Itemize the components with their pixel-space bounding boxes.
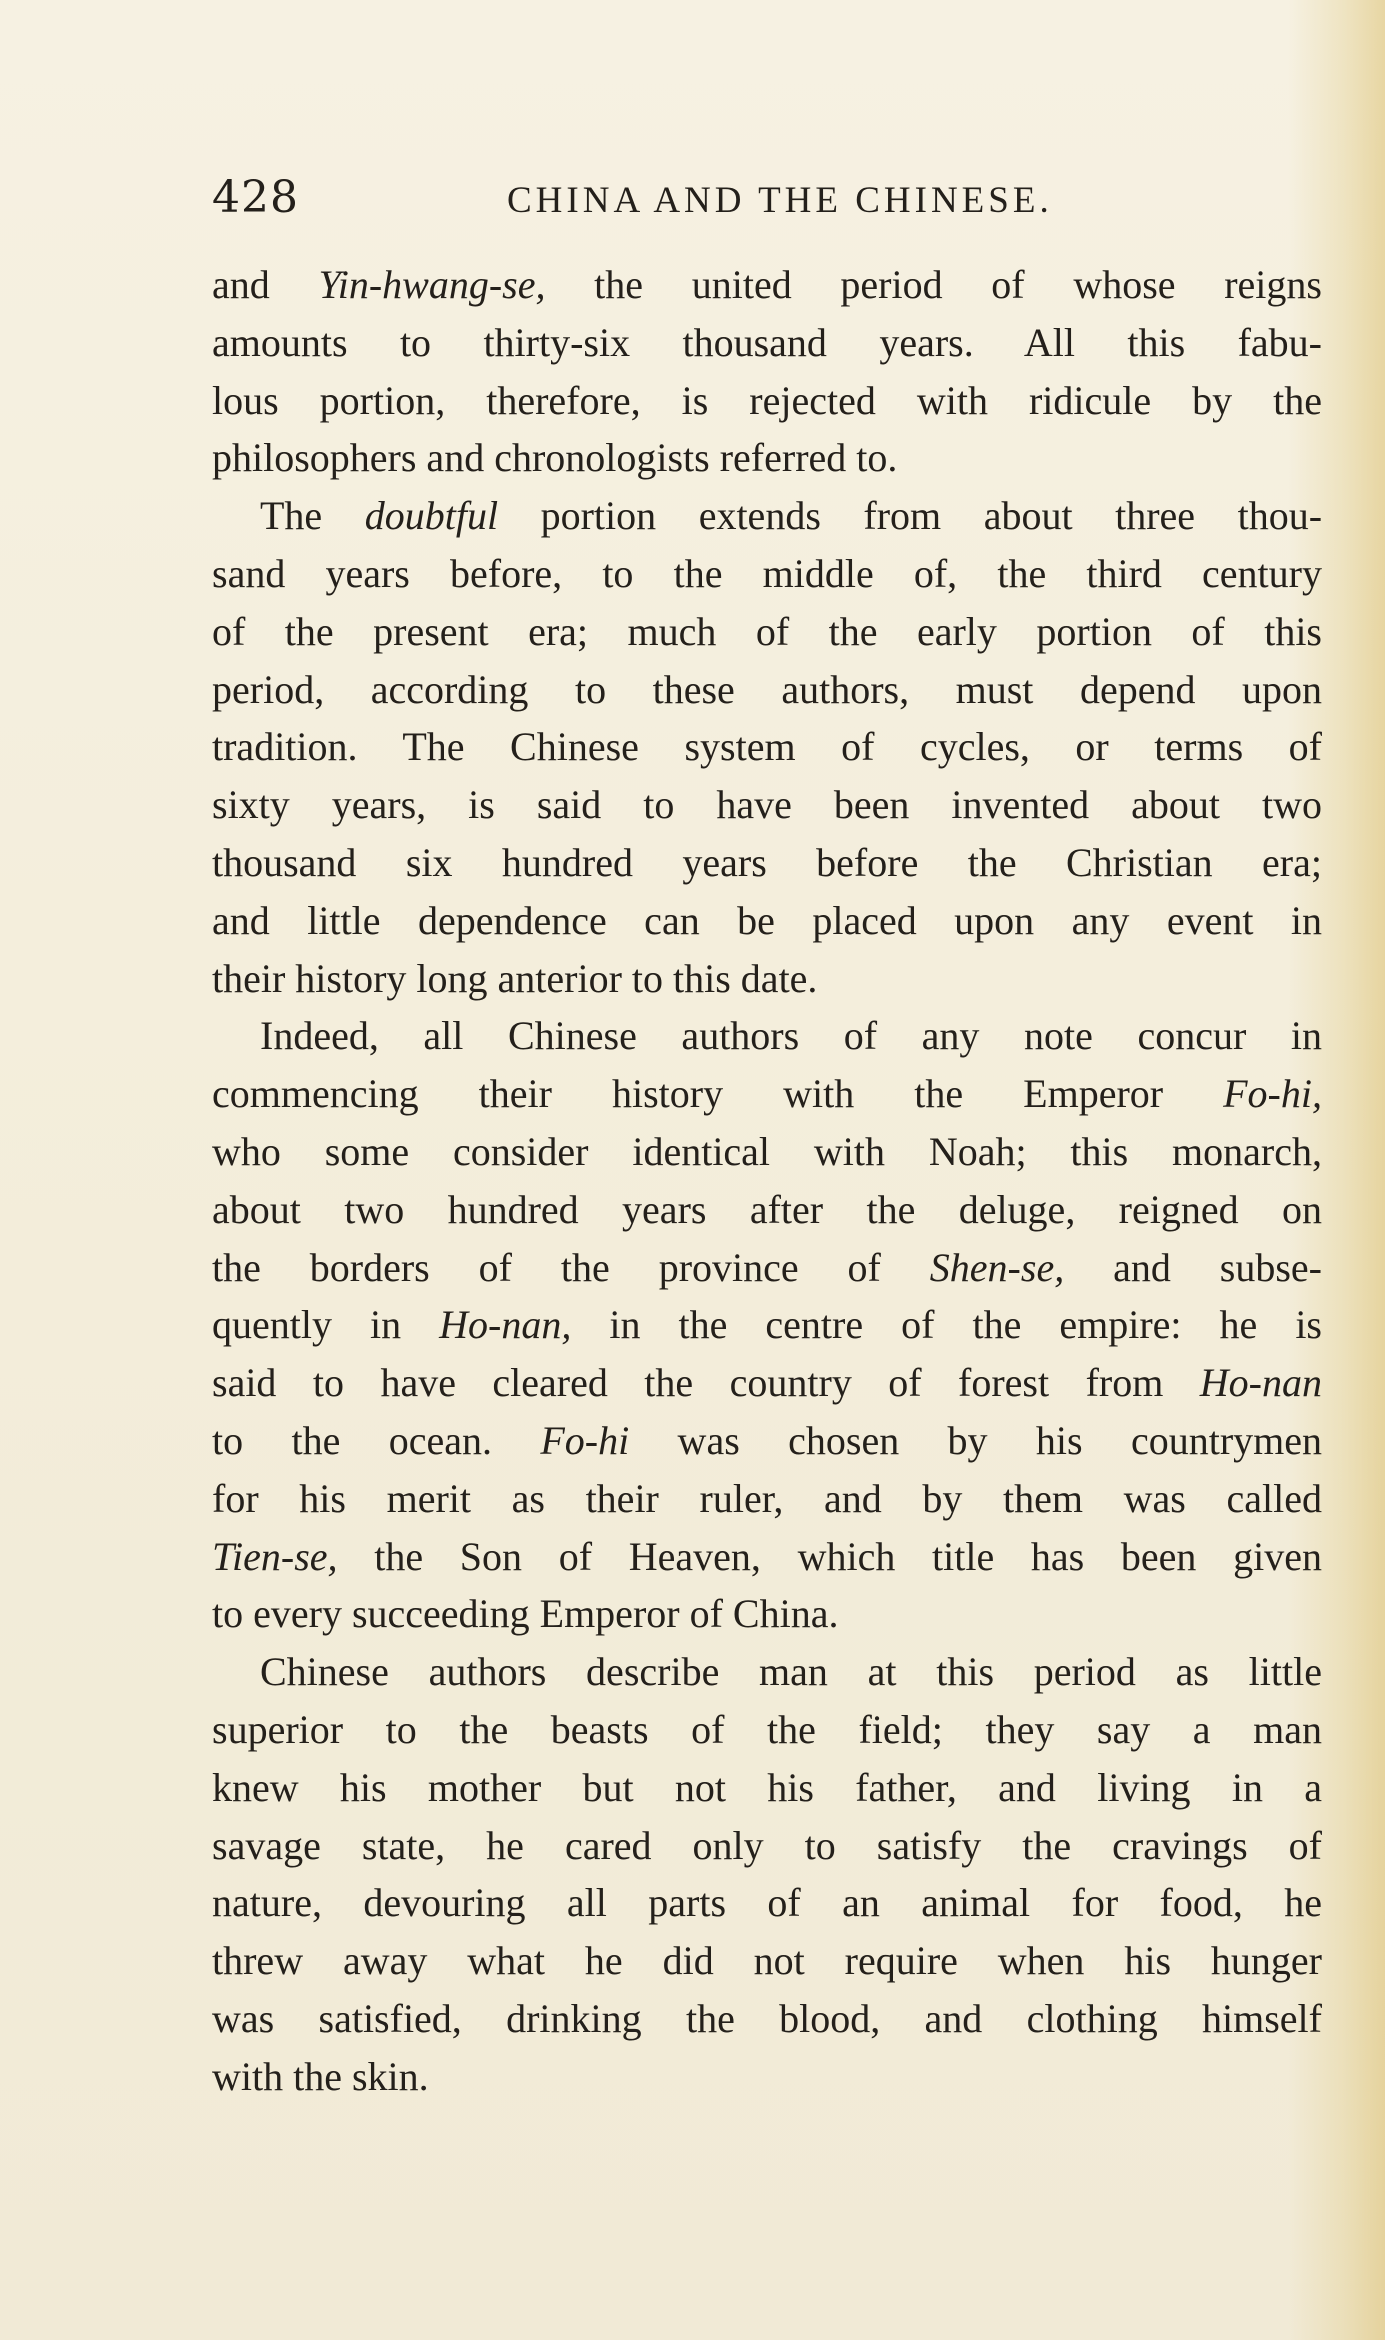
text-segment: said to have cleared the country of forest from	[212, 1360, 1200, 1406]
text-segment: in the centre of the empire: he is	[571, 1302, 1322, 1348]
text-segment: commencing their history with the Emperor	[212, 1071, 1224, 1117]
text-segment: superior to the beasts of the field; they say a man	[212, 1706, 1322, 1752]
text-line	[212, 1065, 1322, 1123]
paragraph	[212, 1007, 1322, 1643]
text-segment: the united period of whose reigns	[545, 262, 1322, 307]
text-segment: the Son of Heaven, which title has been given	[337, 1533, 1322, 1579]
text-segment: of the present era; much of the early portion of this	[212, 608, 1322, 654]
italic-term: Ho-nan	[1199, 1360, 1322, 1406]
text-segment: lous portion, therefore, is rejected with ridicule by the	[212, 377, 1322, 423]
text-line	[212, 1817, 1322, 1875]
text-segment: tradition. The Chinese system of cycles, or terms of	[212, 724, 1322, 770]
text-line	[212, 1239, 1322, 1297]
text-line	[212, 776, 1322, 834]
text-segment: sand years before, to the middle of, the third century	[212, 550, 1322, 596]
paragraph	[212, 256, 1322, 487]
body-text	[212, 256, 1322, 2106]
text-line	[212, 950, 1322, 1008]
page-header	[212, 168, 1270, 228]
italic-term: Fo-hi,	[1223, 1071, 1322, 1117]
text-line	[212, 1528, 1322, 1586]
text-line	[212, 372, 1322, 430]
text-line	[212, 256, 1322, 314]
text-line	[212, 1354, 1322, 1412]
italic-term: Ho-nan,	[439, 1302, 572, 1348]
text-segment: and subse-	[1064, 1244, 1322, 1290]
text-line	[212, 834, 1322, 892]
paragraph	[212, 487, 1322, 1007]
text-segment: thousand six hundred years before the Christian era;	[212, 839, 1322, 885]
italic-term: Shen-se,	[929, 1244, 1065, 1290]
text-segment: the borders of the province of	[212, 1244, 930, 1290]
text-segment: savage state, he cared only to satisfy the cravings of	[212, 1822, 1322, 1868]
text-segment: to every succeeding Emperor of China.	[212, 1591, 839, 1637]
text-line	[212, 1412, 1322, 1470]
text-line	[212, 892, 1322, 950]
text-line	[212, 1181, 1322, 1239]
text-line	[212, 1296, 1322, 1354]
page-number: 428	[212, 172, 299, 223]
text-segment: was satisfied, drinking the blood, and clothing himself	[212, 1995, 1322, 2041]
text-segment: for his merit as their ruler, and by them was called	[212, 1475, 1322, 1521]
text-line	[212, 1874, 1322, 1932]
text-line	[212, 661, 1322, 719]
text-line	[212, 1123, 1322, 1181]
italic-term: Tien-se,	[212, 1533, 338, 1579]
text-segment: portion extends from about three thou-	[498, 493, 1323, 539]
text-segment: sixty years, is said to have been invented about two	[212, 782, 1322, 828]
text-line	[212, 1585, 1322, 1643]
text-line	[212, 1932, 1322, 1990]
text-line	[212, 429, 1322, 487]
text-segment: philosophers and chronologists referred to.	[212, 435, 898, 481]
text-segment: and	[212, 262, 319, 307]
running-title: CHINA AND THE CHINESE.	[507, 180, 1053, 221]
text-line	[212, 545, 1322, 603]
text-line	[212, 603, 1322, 661]
text-segment: quently in	[212, 1302, 440, 1348]
text-segment: amounts to thirty-six thousand years. All this fabu-	[212, 319, 1322, 365]
text-segment: Indeed, all Chinese authors of any note concur in	[260, 1013, 1322, 1059]
text-segment: with the skin.	[212, 2053, 429, 2099]
text-segment: and little dependence can be placed upon any event in	[212, 897, 1322, 943]
text-line	[212, 1470, 1322, 1528]
text-segment: nature, devouring all parts of an animal for food, he	[212, 1880, 1322, 1926]
text-segment: period, according to these authors, must depend upon	[212, 666, 1322, 712]
text-segment: their history long anterior to this date.	[212, 955, 818, 1001]
text-line	[212, 1643, 1322, 1701]
italic-term: Yin-hwang-se,	[318, 262, 546, 307]
text-line	[212, 1007, 1322, 1065]
paragraph	[212, 1643, 1322, 2105]
text-segment: Chinese authors describe man at this period as little	[260, 1649, 1322, 1695]
italic-term: Fo-hi	[540, 1417, 630, 1463]
italic-term: doubtful	[364, 493, 499, 539]
text-line	[212, 1990, 1322, 2048]
text-line	[212, 2048, 1322, 2106]
text-line	[212, 718, 1322, 776]
text-segment: knew his mother but not his father, and living in a	[212, 1764, 1322, 1810]
text-line	[212, 487, 1322, 545]
text-segment: The	[260, 493, 365, 539]
text-segment: who some consider identical with Noah; this monarch,	[212, 1128, 1322, 1174]
text-segment: about two hundred years after the deluge, reigned on	[212, 1186, 1322, 1232]
text-line	[212, 314, 1322, 372]
text-segment: was chosen by his countrymen	[629, 1417, 1323, 1463]
text-segment: threw away what he did not require when his hunger	[212, 1938, 1322, 1984]
text-line	[212, 1701, 1322, 1759]
text-segment: to the ocean.	[212, 1417, 541, 1463]
text-line	[212, 1759, 1322, 1817]
